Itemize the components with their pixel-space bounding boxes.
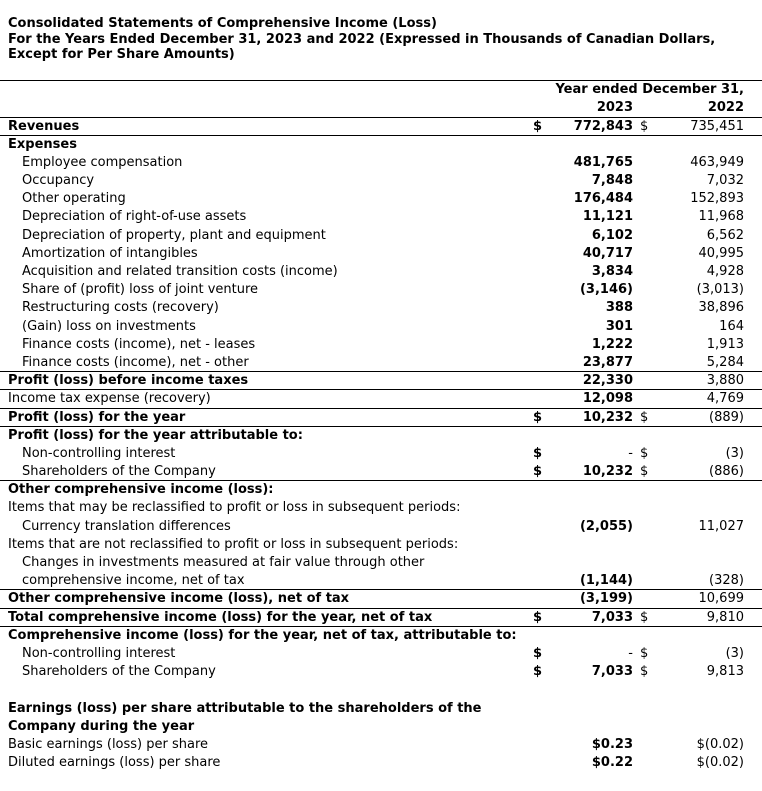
- table-row: [0, 245, 762, 263]
- table-row: [0, 718, 762, 736]
- column-gap: [633, 354, 640, 371]
- value-2023: [549, 627, 633, 645]
- row-label: Basic earnings (loss) per share: [8, 736, 209, 752]
- currency-symbol-2022: [640, 299, 654, 317]
- column-gap: [633, 499, 640, 517]
- column-gap: [633, 336, 640, 354]
- year-header-rightpad: [744, 99, 762, 117]
- right-pad: [744, 663, 762, 681]
- currency-symbol-2023: [533, 354, 549, 371]
- right-pad: [744, 190, 762, 208]
- table-row: [0, 536, 762, 554]
- value-2022: 152,893: [690, 191, 744, 207]
- row-label: Earnings (loss) per share attributable to the shareholders of the: [8, 700, 482, 716]
- right-pad: [744, 118, 762, 135]
- value-2023: $0.23: [591, 736, 633, 752]
- currency-symbol-2023: [533, 518, 549, 536]
- currency-symbol-2022: [640, 208, 654, 226]
- column-gap: [633, 645, 640, 663]
- value-2023: (3,146): [579, 282, 633, 298]
- row-label: Other operating: [22, 191, 126, 207]
- currency-symbol-2022: [640, 590, 654, 607]
- value-2023: 3,834: [591, 264, 633, 279]
- currency-symbol-2022: [640, 427, 654, 445]
- column-gap: [633, 445, 640, 463]
- right-pad: [744, 336, 762, 354]
- value-2022: 40,995: [698, 245, 744, 261]
- column-header-2022: 2022: [707, 99, 744, 115]
- currency-symbol-2023: [533, 245, 549, 263]
- row-label: Amortization of intangibles: [22, 245, 198, 261]
- value-2023: 176,484: [573, 191, 633, 207]
- value-2023: [549, 499, 633, 517]
- table-row: [0, 445, 762, 463]
- value-2023: 7,848: [591, 173, 633, 189]
- value-2022: (3,013): [696, 282, 744, 298]
- table-row: [0, 318, 762, 336]
- currency-symbol-2022: $: [640, 464, 649, 480]
- column-gap: [633, 390, 640, 407]
- value-2023: 6,102: [591, 227, 633, 243]
- column-gap: [633, 172, 640, 190]
- column-gap: [633, 227, 640, 245]
- value-2022: 5,284: [706, 354, 744, 370]
- value-2022: 38,896: [698, 300, 744, 316]
- value-2022: 164: [719, 318, 744, 334]
- column-header-2023: 2023: [596, 99, 633, 115]
- currency-symbol-2023: $: [533, 445, 543, 461]
- value-2022: 9,813: [706, 664, 744, 680]
- currency-symbol-2022: [640, 136, 654, 154]
- row-label: Company during the year: [8, 718, 195, 734]
- column-gap: [633, 245, 640, 263]
- value-2022: 4,769: [706, 391, 744, 407]
- value-2023: [549, 554, 633, 572]
- column-gap: [633, 427, 640, 445]
- title-line-1: Consolidated Statements of Comprehensive Income (Loss): [8, 16, 437, 31]
- value-2022: 7,032: [706, 173, 744, 189]
- currency-symbol-2023: $: [533, 645, 543, 661]
- currency-symbol-2023: $: [533, 118, 543, 134]
- right-pad: [744, 299, 762, 317]
- currency-symbol-2023: [533, 736, 549, 754]
- currency-symbol-2023: [533, 627, 549, 645]
- column-gap: [633, 536, 640, 554]
- right-pad: [744, 463, 762, 480]
- right-pad: [744, 154, 762, 172]
- currency-symbol-2022: [640, 736, 654, 754]
- currency-symbol-2022: [640, 336, 654, 354]
- table-row: [0, 409, 762, 427]
- table-row: [0, 645, 762, 663]
- table-row: [0, 518, 762, 536]
- row-label: Items that may be reclassified to profit or loss in subsequent periods:: [8, 500, 461, 516]
- table-row: [0, 354, 762, 372]
- right-pad: [744, 409, 762, 426]
- row-label: comprehensive income, net of tax: [22, 573, 245, 589]
- currency-symbol-2022: [640, 154, 654, 172]
- currency-symbol-2022: [640, 263, 654, 281]
- right-pad: [744, 245, 762, 263]
- table-row: [0, 190, 762, 208]
- currency-symbol-2023: [533, 318, 549, 336]
- row-label: Acquisition and related transition costs (income): [22, 264, 338, 279]
- right-pad: [744, 718, 762, 736]
- column-gap: [633, 154, 640, 172]
- currency-symbol-2022: [640, 481, 654, 499]
- table-row: [0, 299, 762, 317]
- column-gap: [633, 263, 640, 281]
- column-gap: [633, 409, 640, 426]
- value-2023: 7,033: [591, 609, 633, 625]
- comprehensive-income-statement: [0, 80, 762, 773]
- currency-symbol-2022: [640, 718, 654, 736]
- currency-symbol-2023: $: [533, 664, 543, 680]
- table-row: [0, 427, 762, 445]
- currency-symbol-2023: [533, 136, 549, 154]
- row-label: Depreciation of right-of-use assets: [22, 209, 247, 225]
- currency-symbol-2023: [533, 481, 549, 499]
- statement-title: [8, 16, 762, 63]
- column-gap: [633, 281, 640, 299]
- column-gap: [633, 208, 640, 226]
- currency-symbol-2023: [533, 299, 549, 317]
- currency-symbol-2023: [533, 390, 549, 407]
- table-row: [0, 336, 762, 354]
- currency-symbol-2022: $: [640, 609, 649, 625]
- table-row: [0, 736, 762, 754]
- value-2022: 10,699: [698, 591, 744, 607]
- row-label: Occupancy: [22, 173, 95, 189]
- currency-symbol-2023: [533, 154, 549, 172]
- currency-symbol-2022: [640, 354, 654, 371]
- row-label: Other comprehensive income (loss):: [8, 482, 274, 498]
- right-pad: [744, 736, 762, 754]
- spacer-row: [0, 681, 762, 699]
- value-2023: -: [628, 645, 633, 661]
- row-label: Share of (profit) loss of joint venture: [22, 282, 259, 298]
- row-label: Shareholders of the Company: [22, 664, 216, 680]
- row-label: Depreciation of property, plant and equipment: [22, 227, 326, 243]
- value-2023: [549, 718, 633, 736]
- value-2022: 4,928: [706, 264, 744, 279]
- row-label: Restructuring costs (recovery): [22, 300, 219, 316]
- value-2022: 11,027: [698, 518, 744, 534]
- row-label: Comprehensive income (loss) for the year, net of tax, attributable to:: [8, 627, 517, 643]
- column-gap: [633, 718, 640, 736]
- currency-symbol-2022: [640, 754, 654, 772]
- currency-symbol-2022: $: [640, 409, 649, 425]
- right-pad: [744, 427, 762, 445]
- currency-symbol-2022: [640, 245, 654, 263]
- row-label: Total comprehensive income (loss) for the year, net of tax: [8, 609, 433, 625]
- row-label: Employee compensation: [22, 154, 183, 170]
- value-2023: 10,232: [582, 464, 633, 480]
- column-gap: [633, 372, 640, 389]
- right-pad: [744, 172, 762, 190]
- currency-symbol-2022: [640, 572, 654, 589]
- row-label: Income tax expense (recovery): [8, 391, 211, 407]
- value-2023: 10,232: [582, 409, 633, 425]
- value-2023: 1,222: [591, 336, 633, 352]
- right-pad: [744, 536, 762, 554]
- currency-symbol-2022: [640, 281, 654, 299]
- value-2022: [654, 554, 744, 572]
- value-2023: 11,121: [582, 209, 633, 225]
- value-2023: [549, 481, 633, 499]
- right-pad: [744, 645, 762, 663]
- year-header-d2: [640, 99, 654, 117]
- row-label: Non-controlling interest: [22, 445, 176, 461]
- column-gap: [633, 590, 640, 607]
- row-label: Profit (loss) for the year attributable to:: [8, 427, 303, 443]
- value-2022: $(0.02): [696, 755, 744, 771]
- column-gap: [633, 736, 640, 754]
- right-pad: [744, 609, 762, 626]
- value-2023: 772,843: [573, 118, 633, 134]
- table-row: [0, 499, 762, 517]
- row-label: (Gain) loss on investments: [22, 318, 196, 334]
- table-row: [0, 172, 762, 190]
- row-label: Shareholders of the Company: [22, 464, 216, 480]
- value-2022: [654, 718, 744, 736]
- right-pad: [744, 136, 762, 154]
- period-header-row: [0, 80, 762, 99]
- row-label: Changes in investments measured at fair value through other: [22, 555, 425, 570]
- value-2023: [549, 536, 633, 554]
- column-gap: [633, 118, 640, 135]
- table-row: [0, 590, 762, 608]
- value-2023: [549, 700, 633, 718]
- column-gap: [633, 299, 640, 317]
- right-pad: [744, 590, 762, 607]
- value-2023: 481,765: [573, 154, 633, 170]
- currency-symbol-2023: [533, 281, 549, 299]
- currency-symbol-2022: $: [640, 664, 649, 680]
- table-row: [0, 463, 762, 481]
- value-2023: (3,199): [579, 591, 633, 607]
- row-label: Other comprehensive income (loss), net of tax: [8, 591, 350, 607]
- table-row: [0, 609, 762, 627]
- column-gap: [633, 572, 640, 589]
- table-row: [0, 372, 762, 390]
- table-row: [0, 554, 762, 572]
- period-header: Year ended December 31,: [555, 81, 744, 97]
- column-gap: [633, 627, 640, 645]
- right-pad: [744, 208, 762, 226]
- value-2022: 9,810: [706, 609, 744, 625]
- right-pad: [744, 318, 762, 336]
- currency-symbol-2022: $: [640, 445, 649, 461]
- currency-symbol-2023: [533, 590, 549, 607]
- row-label: Expenses: [8, 136, 77, 152]
- currency-symbol-2022: [640, 172, 654, 190]
- currency-symbol-2023: [533, 208, 549, 226]
- value-2023: -: [628, 445, 633, 461]
- right-pad: [744, 572, 762, 589]
- value-2023: 12,098: [582, 391, 633, 407]
- column-gap: [633, 609, 640, 626]
- currency-symbol-2023: [533, 536, 549, 554]
- right-pad: [744, 263, 762, 281]
- currency-symbol-2022: [640, 499, 654, 517]
- currency-symbol-2022: [640, 700, 654, 718]
- currency-symbol-2022: [640, 318, 654, 336]
- table-row: [0, 118, 762, 136]
- table-row: [0, 281, 762, 299]
- value-2022: $(0.02): [696, 736, 744, 752]
- column-gap: [633, 518, 640, 536]
- value-2022: (3): [725, 645, 744, 661]
- title-line-2: For the Years Ended December 31, 2023 and 2022 (Expressed in Thousands of Canadian Dollars,: [8, 31, 716, 47]
- year-header-d1: [533, 99, 549, 117]
- right-pad: [744, 227, 762, 245]
- value-2022: 3,880: [706, 373, 744, 389]
- value-2022: 6,562: [706, 227, 744, 243]
- row-label: Currency translation differences: [22, 518, 231, 534]
- value-2022: (889): [709, 409, 744, 425]
- right-pad: [744, 554, 762, 572]
- value-2023: $0.22: [591, 755, 633, 771]
- currency-symbol-2023: [533, 427, 549, 445]
- column-gap: [633, 554, 640, 572]
- table-row: [0, 227, 762, 245]
- currency-symbol-2023: [533, 718, 549, 736]
- right-pad: [744, 281, 762, 299]
- value-2022: 463,949: [690, 154, 744, 170]
- column-gap: [633, 700, 640, 718]
- column-gap: [633, 136, 640, 154]
- currency-symbol-2022: [640, 536, 654, 554]
- currency-symbol-2022: [640, 518, 654, 536]
- year-header-spacer: [0, 99, 533, 117]
- currency-symbol-2023: [533, 554, 549, 572]
- value-2022: [654, 427, 744, 445]
- currency-symbol-2023: [533, 700, 549, 718]
- year-header-row: [0, 99, 762, 118]
- currency-symbol-2023: [533, 372, 549, 389]
- currency-symbol-2023: [533, 499, 549, 517]
- value-2022: (886): [709, 464, 744, 480]
- value-2023: (1,144): [579, 573, 633, 589]
- right-pad: [744, 499, 762, 517]
- column-gap: [633, 318, 640, 336]
- right-pad: [744, 390, 762, 407]
- row-label: Profit (loss) for the year: [8, 409, 186, 425]
- column-gap: [633, 463, 640, 480]
- currency-symbol-2022: [640, 227, 654, 245]
- right-pad: [744, 445, 762, 463]
- value-2022: (3): [725, 445, 744, 461]
- statement-rows: [0, 118, 762, 773]
- right-pad: [744, 754, 762, 772]
- table-row: [0, 663, 762, 681]
- table-row: [0, 572, 762, 590]
- value-2023: 7,033: [591, 664, 633, 680]
- column-gap: [633, 190, 640, 208]
- value-2023: [549, 136, 633, 154]
- row-label: Non-controlling interest: [22, 645, 176, 661]
- right-pad: [744, 518, 762, 536]
- year-header-gap: [633, 99, 640, 117]
- value-2022: (328): [709, 573, 744, 589]
- currency-symbol-2023: [533, 190, 549, 208]
- currency-symbol-2023: [533, 336, 549, 354]
- table-row: [0, 154, 762, 172]
- title-line-3: Except for Per Share Amounts): [8, 47, 235, 62]
- currency-symbol-2022: $: [640, 118, 649, 134]
- currency-symbol-2022: [640, 190, 654, 208]
- column-gap: [633, 481, 640, 499]
- table-row: [0, 263, 762, 281]
- row-label: Finance costs (income), net - other: [22, 354, 249, 370]
- table-row: [0, 754, 762, 772]
- right-pad: [744, 481, 762, 499]
- value-2023: 23,877: [582, 354, 633, 370]
- table-row: [0, 208, 762, 226]
- currency-symbol-2023: [533, 754, 549, 772]
- currency-symbol-2022: [640, 390, 654, 407]
- row-label: Finance costs (income), net - leases: [22, 336, 256, 352]
- currency-symbol-2023: [533, 572, 549, 589]
- value-2023: 388: [605, 300, 633, 316]
- value-2022: [654, 536, 744, 554]
- currency-symbol-2022: [640, 627, 654, 645]
- value-2022: [654, 627, 744, 645]
- value-2023: 22,330: [582, 373, 633, 389]
- right-pad: [744, 700, 762, 718]
- currency-symbol-2023: [533, 172, 549, 190]
- table-row: [0, 136, 762, 154]
- value-2022: 1,913: [706, 336, 744, 352]
- table-row: [0, 700, 762, 718]
- table-row: [0, 390, 762, 408]
- currency-symbol-2023: $: [533, 609, 543, 625]
- value-2023: 40,717: [582, 245, 633, 261]
- value-2023: [549, 427, 633, 445]
- currency-symbol-2022: [640, 372, 654, 389]
- currency-symbol-2023: $: [533, 464, 543, 480]
- column-gap: [633, 754, 640, 772]
- table-row: [0, 627, 762, 645]
- value-2022: [654, 481, 744, 499]
- value-2022: 735,451: [690, 118, 744, 134]
- right-pad: [744, 627, 762, 645]
- currency-symbol-2022: $: [640, 645, 649, 661]
- value-2022: 11,968: [698, 209, 744, 225]
- table-row: [0, 481, 762, 499]
- row-label: Items that are not reclassified to profit or loss in subsequent periods:: [8, 536, 459, 552]
- currency-symbol-2023: [533, 227, 549, 245]
- column-gap: [633, 663, 640, 681]
- right-pad: [744, 372, 762, 389]
- right-pad: [744, 354, 762, 371]
- currency-symbol-2022: [640, 554, 654, 572]
- row-label: Revenues: [8, 118, 80, 134]
- row-label: Diluted earnings (loss) per share: [8, 755, 221, 771]
- value-2023: 301: [605, 318, 633, 334]
- value-2022: [654, 700, 744, 718]
- row-label: Profit (loss) before income taxes: [8, 373, 249, 389]
- value-2023: (2,055): [579, 518, 633, 534]
- value-2022: [654, 499, 744, 517]
- value-2022: [654, 136, 744, 154]
- currency-symbol-2023: $: [533, 409, 543, 425]
- currency-symbol-2023: [533, 263, 549, 281]
